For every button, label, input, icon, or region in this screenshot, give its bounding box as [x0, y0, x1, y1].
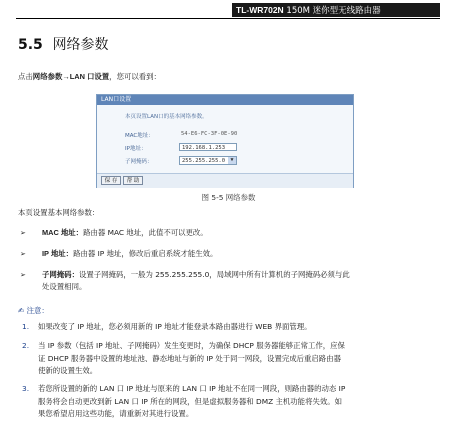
- header-desc: 150M 迷你型无线路由器: [283, 6, 381, 16]
- save-button[interactable]: 保 存: [101, 176, 121, 185]
- intro-prefix: 点击: [18, 72, 33, 81]
- bullet-term: 子网掩码：: [42, 270, 79, 279]
- ip-label: IP地址：: [125, 146, 147, 152]
- pencil-icon: ✍: [18, 306, 25, 315]
- note-number: 2.: [22, 341, 30, 350]
- section-name: 网络参数: [52, 37, 109, 53]
- note-line: 服务将会自动更改到新 LAN 口 IP 所在的网段，但是虚拟服务器和 DMZ 主机功能将失效。如: [38, 396, 343, 406]
- bullet-term: IP 地址：: [42, 249, 74, 258]
- section-title: [18, 34, 109, 54]
- figure-caption: 图 5-5 网络参数: [201, 193, 256, 202]
- note-line: 若您所设置的新的 LAN 口 IP 地址与原来的 LAN 口 IP 地址不在同一网段，则路由器的动态 IP: [38, 384, 346, 393]
- note-number: 3.: [22, 384, 30, 393]
- bullet-item: [42, 227, 442, 239]
- note-line: 当 IP 参数（包括 IP 地址、子网掩码）发生变更时，为确保 DHCP 服务器能够正常工作，应保: [38, 341, 345, 350]
- bullet-text: 路由器 IP 地址，修改后重启系统才能生效。: [73, 249, 218, 258]
- note-label: 注意：: [26, 306, 49, 315]
- intro-text: [18, 71, 161, 82]
- subnet-mask-label: 子网掩码：: [125, 159, 153, 165]
- intro-path: 网络参数→LAN 口设置: [32, 72, 110, 81]
- intro-suffix: ，您可以看到：: [109, 72, 161, 81]
- paragraph: 本页设置基本网络参数：: [18, 208, 100, 217]
- bullet-icon: ➢: [20, 271, 26, 279]
- panel-description: 本页设置LAN口的基本网络参数。: [125, 114, 208, 120]
- bullet-icon: ➢: [20, 229, 26, 237]
- note-heading: [18, 305, 49, 316]
- bullet-item: [42, 269, 442, 293]
- note-item: [38, 340, 442, 378]
- subnet-mask-value: 255.255.255.0: [182, 158, 226, 164]
- mac-label: MAC地址：: [125, 133, 154, 139]
- note-line: 证 DHCP 服务器中设置的地址池、静态地址与新的 IP 处于同一网段，设置完成后重启路由器: [38, 353, 341, 363]
- bullet-item: [42, 248, 442, 260]
- section-number: 5.5: [18, 37, 43, 53]
- note-line: 果您希望启用这些功能，请重新对其进行设置。: [38, 409, 194, 418]
- chevron-down-icon[interactable]: ▼: [228, 157, 236, 164]
- ip-address-input[interactable]: 192.168.1.253: [179, 143, 237, 151]
- note-line: 如果改变了 IP 地址，您必须用新的 IP 地址才能登录本路由器进行 WEB 界面管理。: [38, 322, 312, 331]
- bullet-term: MAC 地址：: [42, 228, 84, 237]
- header-rule: [16, 18, 440, 19]
- mac-value: 54-E6-FC-3F-0E-90: [181, 131, 238, 137]
- note-number: 1.: [22, 322, 30, 331]
- subnet-mask-select[interactable]: [179, 156, 237, 165]
- header-model: TL-WR702N: [236, 5, 284, 15]
- panel-footer: [97, 173, 353, 188]
- bullet-icon: ➢: [20, 250, 26, 258]
- note-item: [38, 383, 442, 421]
- panel-title: LAN口设置: [97, 95, 353, 105]
- note-item: [38, 321, 442, 334]
- bullet-text-cont: 处设置相同。: [42, 282, 87, 291]
- bullet-text: 设置子网掩码，一般为 255.255.255.0，局域网中所有计算机的子网掩码必须与此: [78, 270, 350, 279]
- bullet-text: 路由器 MAC 地址，此值不可以更改。: [83, 228, 208, 237]
- page-header: [232, 3, 440, 17]
- help-button[interactable]: 帮 助: [123, 176, 143, 185]
- lan-settings-panel: [96, 94, 354, 188]
- panel-body: [97, 105, 353, 173]
- note-line: 使新的设置生效。: [38, 366, 98, 375]
